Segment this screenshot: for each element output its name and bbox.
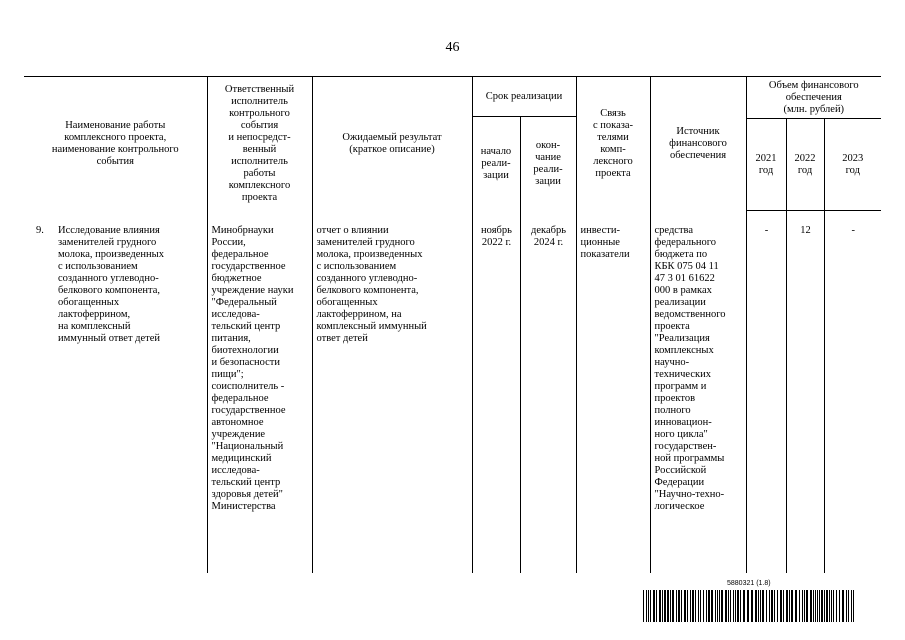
header-year-2023: 2023 год — [824, 119, 881, 211]
cell-expected-result: отчет о влиянии заменителей грудного молока, произведенных с использованием созданного углеводно- белкового компонента, обогащенных лактоферрином, на комплексный иммунный ответ детей — [312, 211, 472, 573]
row-number: 9. — [36, 224, 44, 236]
row-title: Исследование влияния заменителей грудного молока, произведенных с использованием созданного углеводно- белкового компонента, обогащенных лактоферрином, на комплексный иммунный ответ детей — [58, 224, 164, 344]
barcode-icon — [643, 590, 857, 622]
cell-link: инвести- ционные показатели — [576, 211, 650, 573]
page-number: 46 — [445, 40, 460, 55]
cell-work-name — [24, 211, 207, 573]
cell-responsible: Минобрнауки России, федеральное государственное бюджетное учреждение науки "Федеральный исследова- тельский центр питания, биотехнологии и безопасности пищи"; соисполнитель - федеральное государственное автономное учреждение "Национальный медицинский исследова- тельский центр здоровья детей" Министерства — [207, 211, 312, 573]
cell-term-end: декабрь 2024 г. — [520, 211, 576, 573]
header-year-2022: 2022 год — [786, 119, 824, 211]
header-year-2021: 2021 год — [746, 119, 786, 211]
header-link: Связь с показа- телями комп- лексного проекта — [576, 77, 650, 211]
header-source: Источник финансового обеспечения — [650, 77, 746, 211]
header-expected-result: Ожидаемый результат (краткое описание) — [312, 77, 472, 211]
cell-source: средства федерального бюджета по КБК 075 04 11 47 3 01 61622 000 в рамках реализации ведомственного проекта "Реализация комплексных научно- технических программ и проектов полного инновацион- ного цикла" государствен- ной программы Российской Федерации "Научно-техно- логическое — [650, 211, 746, 573]
barcode — [643, 580, 883, 630]
barcode-code: 5880321 (1.8) — [727, 580, 771, 587]
header-volume: Объем финансового обеспечения (млн. рублей) — [746, 77, 881, 119]
project-table — [24, 76, 881, 573]
cell-term-start: ноябрь 2022 г. — [472, 211, 520, 573]
header-work-name: Наименование работы комплексного проекта, наименование контрольного события — [24, 77, 207, 211]
header-term-start: начало реали- зации — [472, 117, 520, 211]
cell-year-2021: - — [746, 211, 786, 573]
table-row — [24, 211, 881, 573]
header-responsible: Ответственный исполнитель контрольного события и непосредст- венный исполнитель работы комплексного проекта — [207, 77, 312, 211]
header-term-end: окон- чание реали- зации — [520, 117, 576, 211]
header-term: Срок реализации — [472, 77, 576, 117]
cell-year-2022: 12 — [786, 211, 824, 573]
cell-year-2023: - — [824, 211, 881, 573]
